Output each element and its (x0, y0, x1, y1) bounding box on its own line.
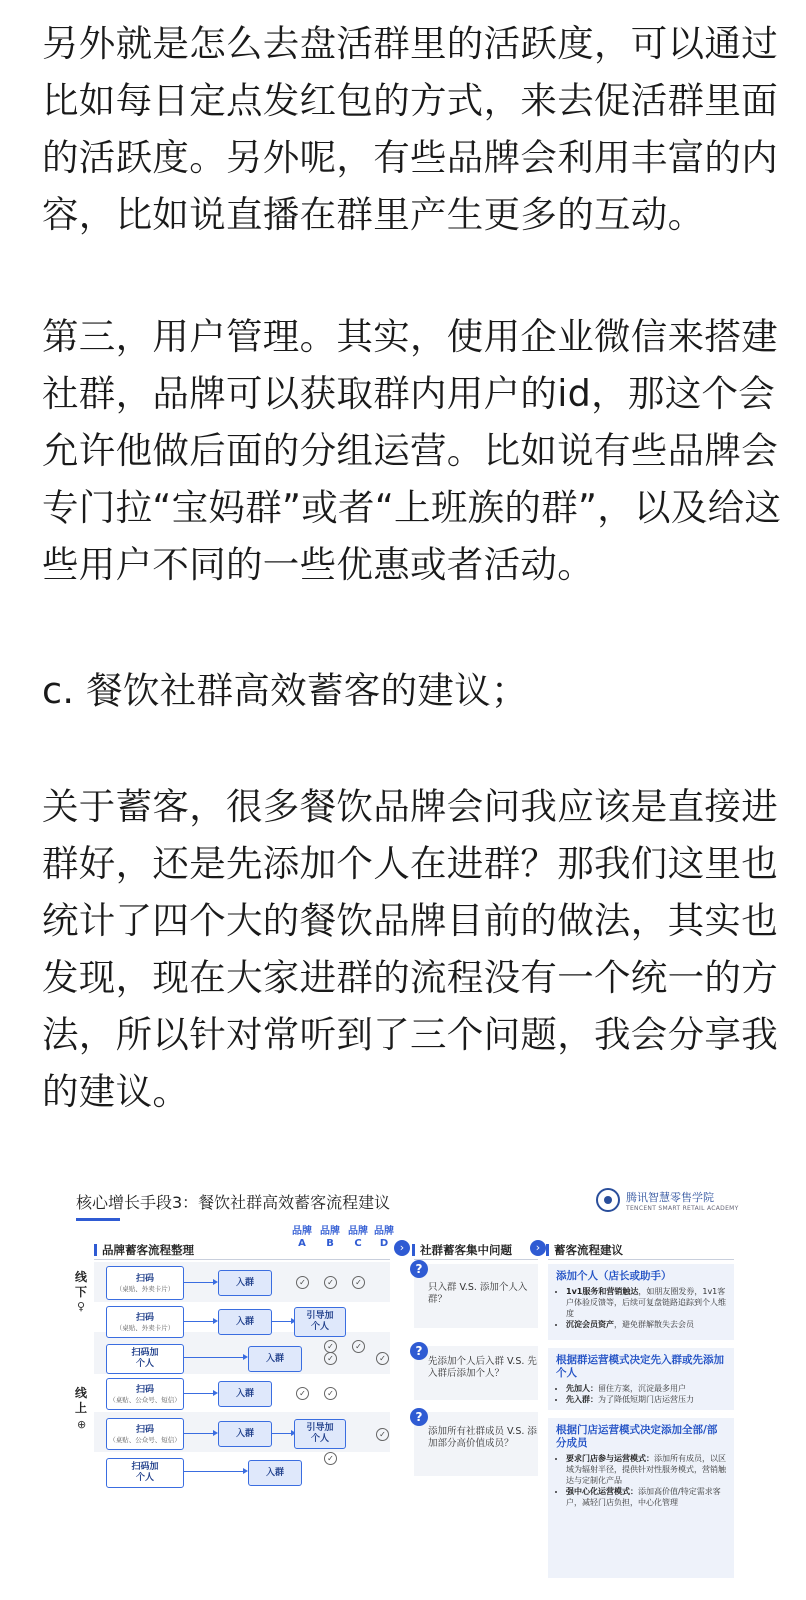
header-divider (94, 1259, 390, 1260)
flow-arrow (184, 1393, 214, 1394)
flow-scan: 扫码 （桌贴、公众号、短信） (106, 1418, 184, 1450)
flow-enter-group: 入群 (218, 1309, 272, 1335)
suggestion-card-1: 添加个人（店长或助手） • 1v1服务和营销触达，如朋友圈发券，1v1客户体验反馈等，后续可复盘链路追踪到个人维度 • 沉淀会员资产，避免群解散失去会员 (548, 1264, 734, 1340)
paragraph-group-activity (42, 15, 782, 243)
check-icon: ✓ (324, 1452, 337, 1465)
offline-label: 线 下 (74, 1270, 87, 1299)
paragraph-user-management (42, 308, 782, 593)
flow-scan: 扫码 （桌贴、外卖卡片） (106, 1306, 184, 1338)
brand-header-c: 品牌 C (348, 1226, 368, 1249)
flow-scan-add: 扫码加 个人 (106, 1458, 184, 1488)
flow-arrow (184, 1357, 244, 1358)
chevron-right-icon: › (394, 1240, 410, 1256)
flow-scan-add: 扫码加 个人 (106, 1344, 184, 1374)
text-line: 比如每日定点发红包的方式，来去促活群里面 (42, 79, 778, 122)
question-2: 先添加个人后入群 V.S. 先入群后添加个人？ (428, 1356, 537, 1379)
text-line: 另外就是怎么去盘活群里的活跃度，可以通过 (42, 22, 778, 65)
question-icon: ? (410, 1260, 428, 1278)
brand-header-a: 品牌 A (292, 1226, 312, 1249)
flow-enter-group: 入群 (218, 1421, 272, 1447)
question-icon: ? (410, 1342, 428, 1360)
location-pin-icon: ♀ (77, 1300, 86, 1313)
check-icon: ✓ (324, 1276, 337, 1289)
text-line: 专门拉“宝妈群”或者“上班族的群”，以及给这 (42, 486, 782, 529)
flow-arrow (184, 1433, 214, 1434)
academy-logo-icon (596, 1188, 620, 1212)
text-line: 的活跃度。另外呢，有些品牌会利用丰富的内 (42, 136, 778, 179)
suggestion-card-3: 根据门店运营模式决定添加全部/部分成员 • 要求门店参与运营模式：添加所有成员，以区域为辐射半径，提供针对性服务模式，营销触达与定制化产品 • 强中心化运营模式：添加高价值/特定需求客户，减轻门店负担，中心化管理 (548, 1418, 734, 1578)
flow-enter-group: 入群 (218, 1381, 272, 1407)
question-3: 添加所有社群成员 V.S. 添加部分高价值成员？ (428, 1426, 537, 1449)
paragraph-customer-acquisition (42, 778, 782, 1120)
column-head-questions: 社群蓄客集中问题 (420, 1243, 512, 1257)
brand-header-d: 品牌 D (374, 1226, 394, 1249)
check-icon: ✓ (376, 1352, 389, 1365)
check-icon: ✓ (296, 1276, 309, 1289)
logo-subtitle: TENCENT SMART RETAIL ACADEMY (626, 1205, 739, 1212)
flow-arrow (272, 1433, 292, 1434)
text-line: 社群，品牌可以获取群内用户的id，那这个会 (42, 372, 776, 415)
question-1: 只入群 V.S. 添加个人入群？ (428, 1282, 528, 1305)
text-line: 法，所以针对常听到了三个问题，我会分享我 (42, 1013, 778, 1056)
flow-scan: 扫码 （桌贴、公众号、短信） (106, 1378, 184, 1410)
header-divider (548, 1259, 734, 1260)
check-icon: ✓ (352, 1340, 365, 1353)
check-icon: ✓ (324, 1340, 337, 1353)
flow-enter-group: 入群 (248, 1460, 302, 1486)
question-icon: ? (410, 1408, 428, 1426)
flow-arrow (272, 1321, 292, 1322)
online-label: 线 上 (74, 1386, 87, 1415)
heading-text: c. 餐饮社群高效蓄客的建议； (42, 669, 528, 712)
text-line: 些用户不同的一些优惠或者活动。 (42, 543, 594, 586)
text-line: 统计了四个大的餐饮品牌目前的做法，其实也 (42, 899, 778, 942)
brand-header-b: 品牌 B (320, 1226, 340, 1249)
search-globe-icon: ⊕ (77, 1418, 87, 1431)
flow-arrow (184, 1471, 244, 1472)
check-icon: ✓ (296, 1387, 309, 1400)
text-line: 允许他做后面的分组运营。比如说有些品牌会 (42, 429, 778, 472)
text-line: 容，比如说直播在群里产生更多的互动。 (42, 193, 705, 236)
suggestion-card-2: 根据群运营模式决定先入群或先添加个人 • 先加人：留住方案，沉淀最多用户 • 先入群：为了降低短期门店运营压力 (548, 1348, 734, 1410)
text-line: 发现，现在大家进群的流程没有一个统一的方 (42, 956, 778, 999)
flow-scan: 扫码 （桌贴、外卖卡片） (106, 1266, 184, 1300)
flow-enter-group: 入群 (248, 1346, 302, 1372)
academy-logo (596, 1186, 739, 1222)
check-icon: ✓ (376, 1428, 389, 1441)
check-icon: ✓ (324, 1387, 337, 1400)
text-line: 群好，还是先添加个人在进群？那我们这里也 (42, 842, 778, 885)
text-line: 关于蓄客，很多餐饮品牌会问我应该是直接进 (42, 785, 778, 828)
flow-arrow (184, 1321, 214, 1322)
flow-arrow (184, 1282, 214, 1283)
slide-title: 核心增长手段3：餐饮社群高效蓄客流程建议 (76, 1193, 391, 1212)
column-head-suggestions: 蓄客流程建议 (554, 1243, 623, 1257)
title-underline (76, 1218, 120, 1221)
flow-guide-add: 引导加 个人 (294, 1307, 346, 1337)
embedded-slide (64, 1180, 744, 1594)
flow-enter-group: 入群 (218, 1270, 272, 1296)
text-line: 的建议。 (42, 1070, 190, 1113)
text-line: 第三，用户管理。其实，使用企业微信来搭建 (42, 315, 778, 358)
check-icon: ✓ (324, 1352, 337, 1365)
header-divider (414, 1259, 538, 1260)
column-head-process: 品牌蓄客流程整理 (102, 1243, 194, 1257)
logo-name: 腾讯智慧零售学院 (626, 1191, 714, 1204)
flow-guide-add: 引导加 个人 (294, 1419, 346, 1449)
section-heading (42, 662, 782, 719)
chevron-right-icon: › (530, 1240, 546, 1256)
check-icon: ✓ (352, 1276, 365, 1289)
